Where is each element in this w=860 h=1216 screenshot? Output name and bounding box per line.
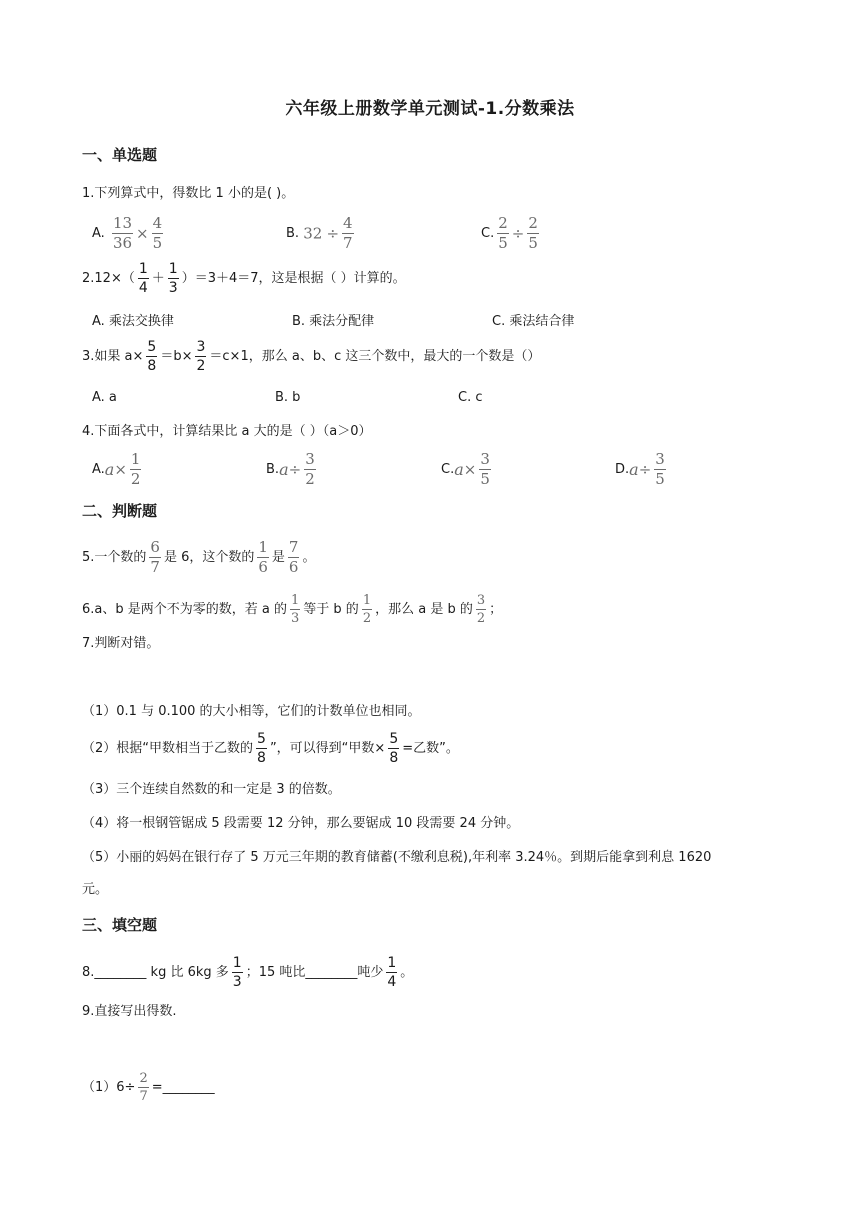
fraction (388, 732, 399, 765)
question-1-stem: 1.下列算式中，得数比 1 小的是( )。 (82, 186, 295, 201)
fraction (527, 216, 539, 251)
question-7-item-3: （3）三个连续自然数的和一定是 3 的倍数。 (82, 782, 341, 797)
denominator: 3 (291, 611, 300, 626)
option-label: A. (92, 226, 105, 241)
text-run: 是 6，这个数的 (163, 550, 255, 565)
fraction (479, 452, 491, 487)
operator: ÷ (288, 460, 302, 479)
question-2-option-a[interactable]: A. 乘法交换律 (92, 314, 174, 329)
numerator: 3 (196, 339, 206, 355)
denominator: 6 (288, 558, 299, 576)
denominator: 2 (130, 470, 141, 488)
denominator: 8 (257, 750, 266, 766)
numerator: 1 (258, 538, 268, 556)
text-run: 。 (302, 550, 316, 565)
numerator: 2 (528, 214, 538, 232)
question-3-option-a[interactable]: A. a (92, 390, 117, 405)
text-run: （2）根据“甲数相当于乙数的 (82, 741, 254, 756)
numerator: 3 (305, 450, 315, 468)
question-3-option-c[interactable]: C. c (458, 390, 483, 405)
text-run: ”，可以得到“甲数× (269, 741, 386, 756)
question-8-stem (82, 956, 413, 989)
numerator: 4 (152, 214, 163, 232)
numerator: 1 (387, 955, 397, 971)
numerator: 3 (480, 450, 490, 468)
question-7-stem: 7.判断对错。 (82, 636, 160, 651)
text-run: =________ (151, 1080, 215, 1095)
numerator: 13 (112, 214, 133, 232)
option-label: D. (615, 462, 630, 477)
section-heading-single-choice: 一、单选题 (82, 146, 158, 164)
question-1-option-a[interactable] (92, 216, 166, 251)
numerator: 1 (232, 955, 242, 971)
question-4-option-a[interactable] (92, 452, 144, 487)
question-9-stem: 9.直接写出得数. (82, 1004, 177, 1019)
fraction (290, 594, 300, 625)
text-run: 6.a、b 是两个不为零的数，若 a 的 (82, 602, 287, 617)
numerator: 6 (150, 538, 160, 556)
fraction (476, 594, 486, 625)
operand: 32 (303, 224, 323, 243)
numerator: 2 (139, 1071, 148, 1086)
text-run: ＝b× (160, 349, 193, 364)
text-run: =乙数”。 (402, 741, 459, 756)
text-run: ，那么 a 是 b 的 (375, 602, 473, 617)
question-5-stem (82, 540, 315, 575)
question-4-stem: 4.下面各式中，计算结果比 a 大的是（ ）（a＞0） (82, 424, 372, 439)
text-run: 3.如果 a× (82, 349, 144, 364)
fraction (168, 262, 179, 295)
operator: ＋ (151, 271, 165, 286)
denominator: 7 (150, 558, 160, 576)
denominator: 5 (528, 234, 538, 252)
question-9-item-1 (82, 1072, 215, 1103)
fraction (149, 540, 161, 575)
denominator: 7 (139, 1089, 148, 1104)
question-7-item-5-line-2: 元。 (82, 882, 109, 897)
question-4-option-c[interactable] (441, 452, 494, 487)
question-6-stem (82, 594, 502, 625)
numerator: 3 (476, 593, 486, 608)
question-4-option-b[interactable] (266, 452, 319, 487)
page-title: 六年级上册数学单元测试-1.分数乘法 (285, 99, 575, 119)
text-run: ； (489, 602, 503, 617)
numerator: 1 (168, 261, 178, 277)
denominator: 5 (152, 234, 163, 252)
fraction (654, 452, 666, 487)
fraction (112, 216, 133, 251)
fraction (152, 216, 164, 251)
denominator: 5 (655, 470, 665, 488)
numerator: 1 (362, 593, 372, 608)
text-run: 。 (400, 965, 414, 980)
denominator: 8 (147, 358, 157, 374)
operator: × (463, 460, 477, 479)
option-label: A. (92, 462, 105, 477)
denominator: 6 (258, 558, 268, 576)
question-2-option-b[interactable]: B. 乘法分配律 (292, 314, 375, 329)
question-2-stem (82, 262, 406, 295)
fraction (257, 540, 269, 575)
operator: ÷ (511, 224, 525, 243)
numerator: 1 (130, 450, 141, 468)
text-run: 等于 b 的 (303, 602, 359, 617)
operator: ÷ (638, 460, 652, 479)
denominator: 2 (362, 611, 372, 626)
fraction (130, 452, 142, 487)
fraction (232, 956, 243, 989)
section-heading-true-false: 二、判断题 (82, 502, 158, 520)
fraction (342, 216, 354, 251)
text-run: （1）6÷ (82, 1080, 136, 1095)
numerator: 7 (288, 538, 299, 556)
option-label: C. (441, 462, 455, 477)
question-4-option-d[interactable] (615, 452, 669, 487)
text-run: ）＝3＋4＝7，这是根据（ ）计算的。 (181, 271, 406, 286)
numerator: 4 (343, 214, 353, 232)
text-run: 8.________ kg 比 6kg 多 (82, 965, 229, 980)
denominator: 8 (389, 750, 399, 766)
operator: × (136, 224, 149, 243)
numerator: 5 (389, 731, 399, 747)
question-3-option-b[interactable]: B. b (275, 390, 301, 405)
numerator: 2 (498, 214, 508, 232)
numerator: 1 (138, 261, 148, 277)
denominator: 2 (305, 470, 315, 488)
option-label: B. (266, 462, 280, 477)
numerator: 3 (655, 450, 665, 468)
text-run: ＝c×1，那么 a、b、c 这三个数中，最大的一个数是（） (209, 349, 541, 364)
fraction (497, 216, 509, 251)
variable: a (629, 460, 639, 479)
question-7-item-1: （1）0.1 与 0.100 的大小相等，它们的计数单位也相同。 (82, 704, 421, 719)
question-7-item-5-line-1: （5）小丽的妈妈在银行存了 5 万元三年期的教育储蓄(不缴利息税),年利率 3.24％。到期后能拿到利息 1620 (82, 850, 712, 865)
operator: ÷ (326, 224, 340, 243)
section-heading-fill-blank: 三、填空题 (82, 916, 158, 934)
denominator: 36 (112, 234, 133, 252)
denominator: 5 (498, 234, 508, 252)
text-run: 2.12×（ (82, 271, 135, 286)
denominator: 7 (343, 234, 353, 252)
variable: a (454, 460, 464, 479)
option-label: B. (286, 226, 300, 241)
fraction (195, 340, 206, 373)
fraction (138, 1072, 148, 1103)
fraction (304, 452, 316, 487)
fraction (288, 540, 300, 575)
fraction (386, 956, 397, 989)
numerator: 5 (147, 339, 157, 355)
numerator: 5 (257, 731, 266, 747)
fraction (146, 340, 157, 373)
denominator: 4 (138, 280, 148, 296)
question-3-stem (82, 340, 540, 373)
question-1-option-c[interactable] (481, 216, 542, 251)
text-run: 5.一个数的 (82, 550, 147, 565)
denominator: 4 (387, 974, 397, 990)
text-run: 是 (271, 550, 285, 565)
fraction (362, 594, 372, 625)
question-7-item-4: （4）将一根钢管锯成 5 段需要 12 分钟，那么要锯成 10 段需要 24 分钟。 (82, 816, 520, 831)
denominator: 3 (232, 974, 242, 990)
operator: × (114, 460, 127, 479)
denominator: 5 (480, 470, 490, 488)
option-label: C. (481, 226, 495, 241)
variable: a (104, 460, 115, 479)
question-2-option-c[interactable]: C. 乘法结合律 (492, 314, 575, 329)
denominator: 3 (168, 280, 178, 296)
numerator: 1 (291, 593, 300, 608)
variable: a (279, 460, 289, 479)
question-7-item-2 (82, 732, 459, 765)
text-run: ；15 吨比________吨少 (245, 965, 384, 980)
denominator: 2 (196, 358, 206, 374)
question-1-option-b[interactable] (286, 216, 357, 251)
fraction (256, 732, 267, 765)
denominator: 2 (476, 611, 486, 626)
fraction (138, 262, 149, 295)
